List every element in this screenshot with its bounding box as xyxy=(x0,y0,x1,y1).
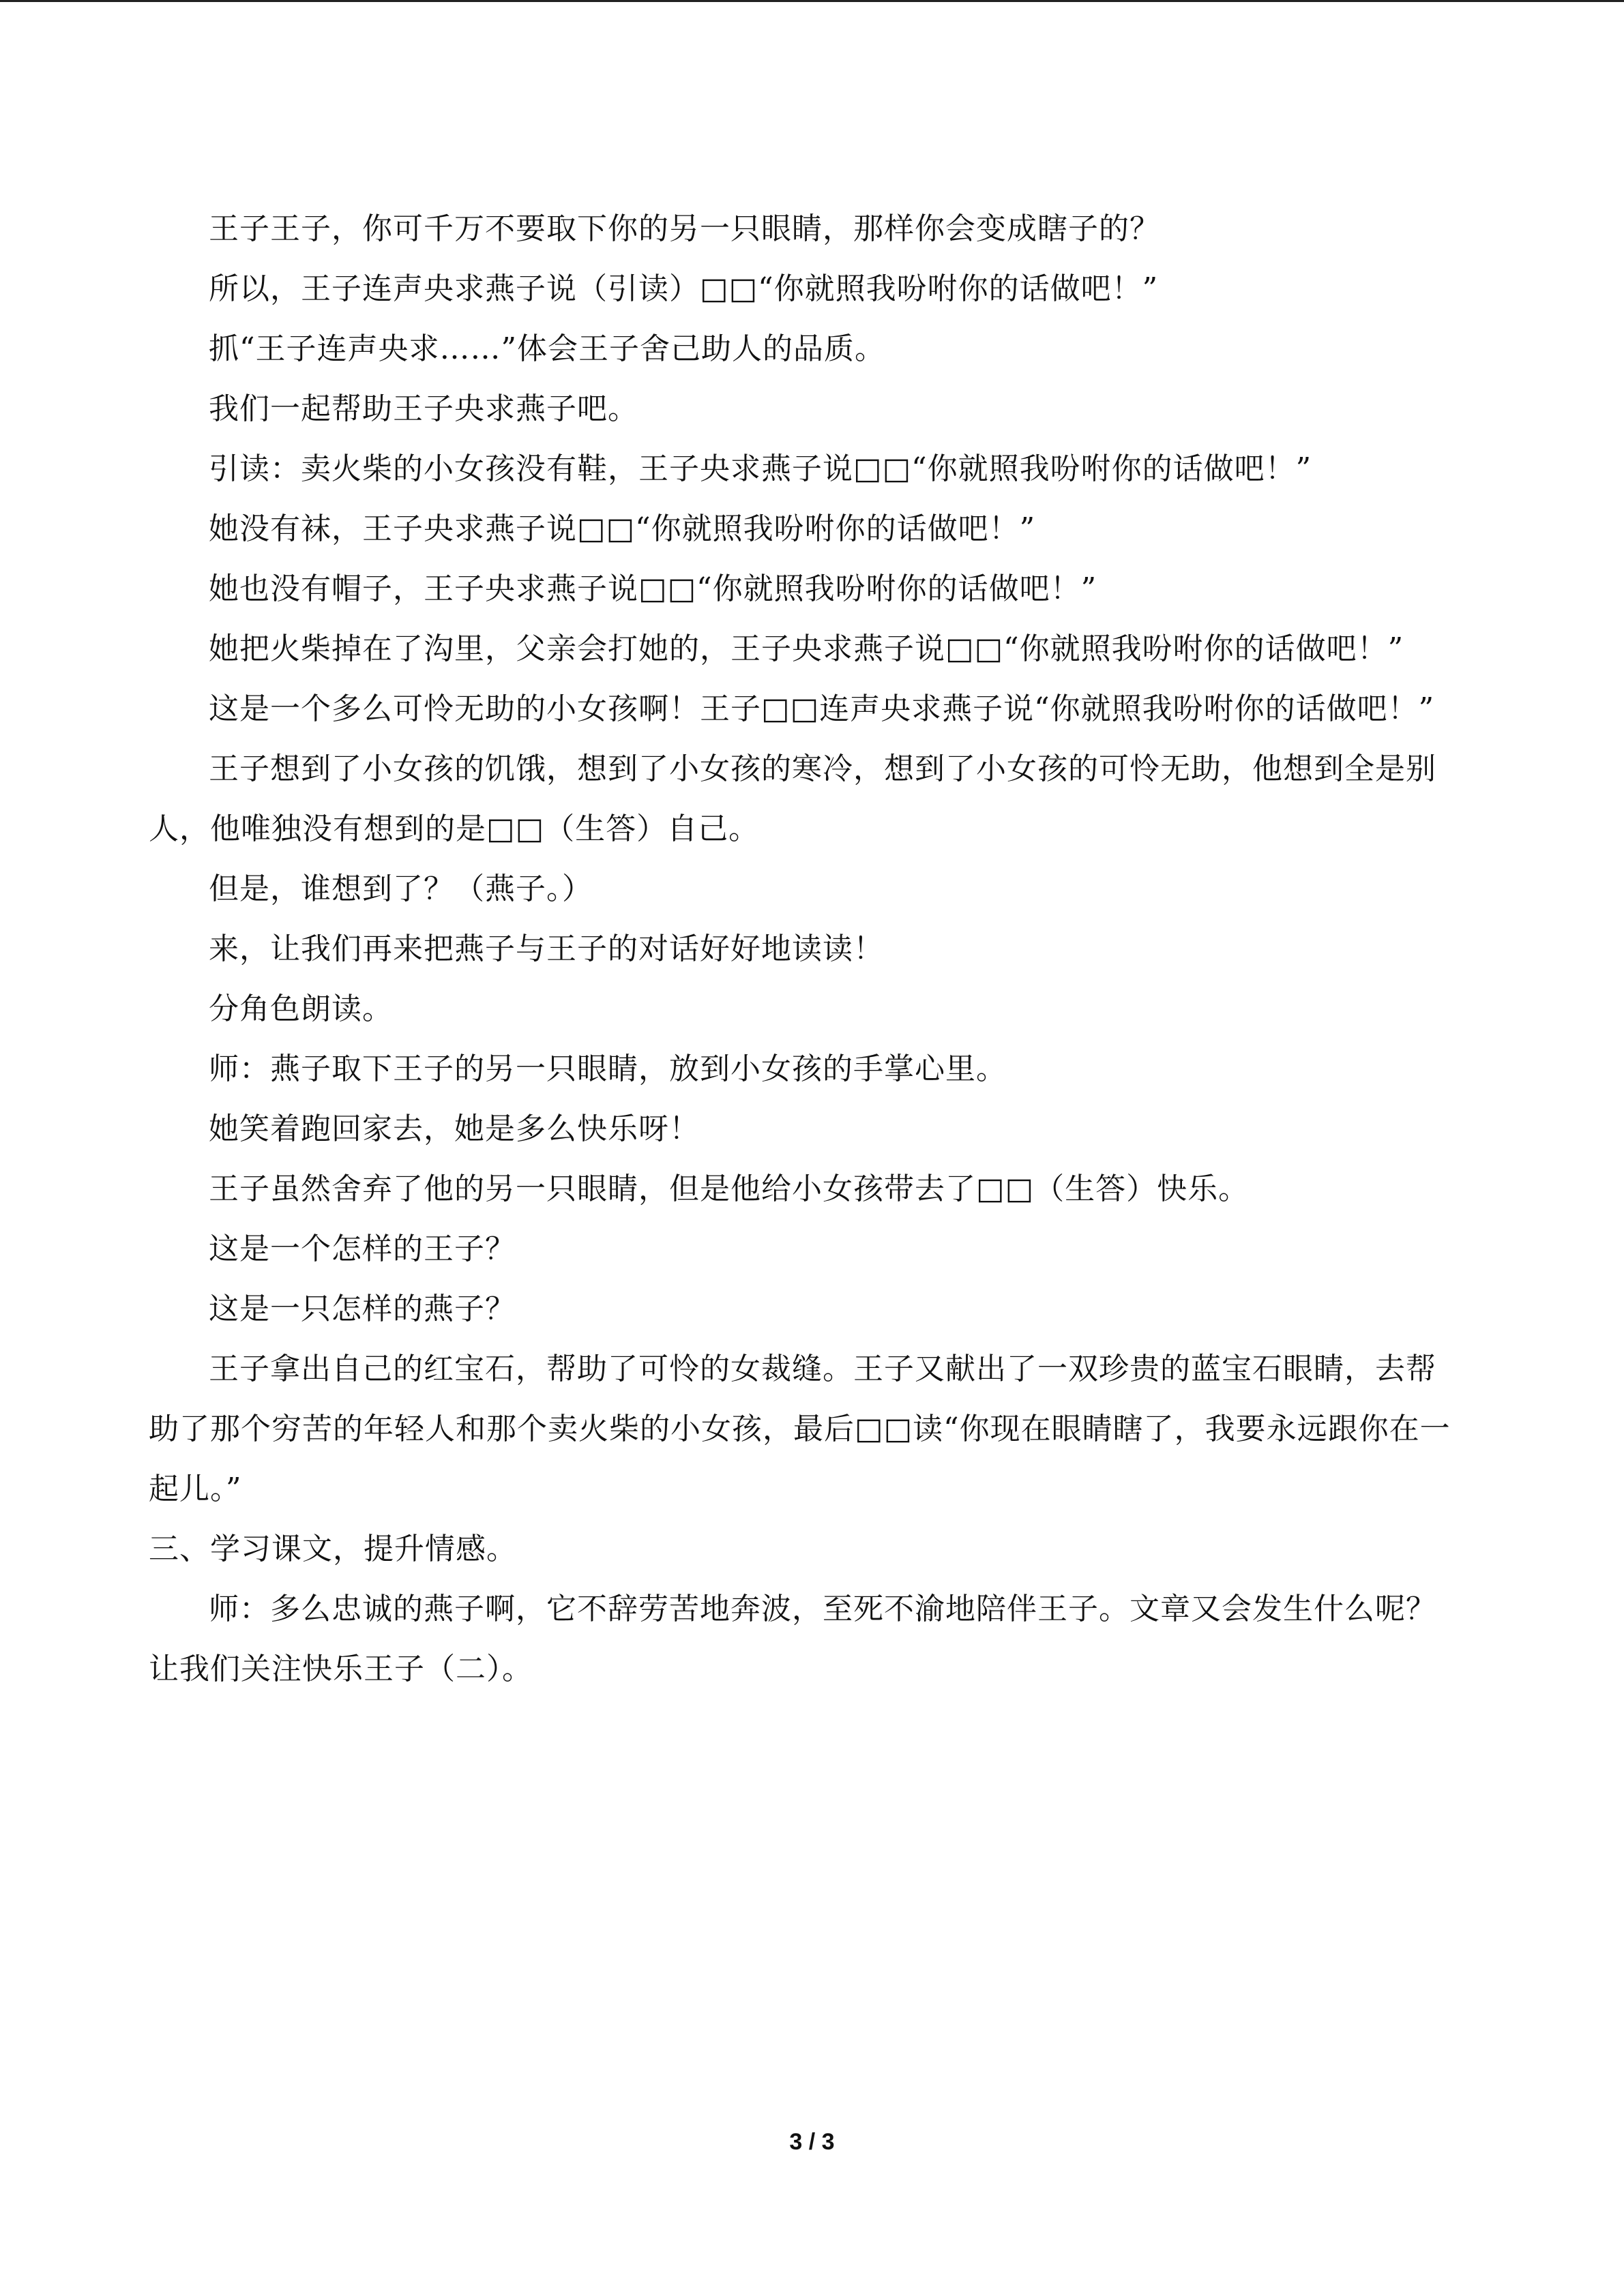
paragraph: 引读：卖火柴的小女孩没有鞋，王子央求燕子说□□“你就照我吩咐你的话做吧！” xyxy=(209,451,1312,486)
paragraph: 她把火柴掉在了沟里，父亲会打她的，王子央求燕子说□□“你就照我吩咐你的话做吧！” xyxy=(209,631,1404,666)
paragraph: 分角色朗读。 xyxy=(209,992,393,1026)
paragraph: 她没有袜，王子央求燕子说□□“你就照我吩咐你的话做吧！” xyxy=(209,511,1036,546)
paragraph: 师：多么忠诚的燕子啊，它不辞劳苦地奔波，至死不渝地陪伴王子。文章又会发生什么呢？让我们关注快乐王子（二）。 xyxy=(149,1592,1436,1686)
paragraph: 这是一个怎样的王子？ xyxy=(209,1232,516,1266)
paragraph: 这是一只怎样的燕子？ xyxy=(209,1292,516,1326)
paragraph: 来，让我们再来把燕子与王子的对话好好地读读！ xyxy=(209,931,884,966)
paragraph: 师：燕子取下王子的另一只眼睛，放到小女孩的手掌心里。 xyxy=(209,1052,1007,1086)
page-number: 3 / 3 xyxy=(789,2129,835,2155)
paragraph: 王子拿出自己的红宝石，帮助了可怜的女裁缝。王子又献出了一双珍贵的蓝宝石眼睛，去帮助了那个穷苦的年轻人和那个卖火柴的小女孩，最后□□读“你现在眼睛瞎了，我要永远跟你在一起儿。” xyxy=(149,1352,1451,1506)
paragraph: 这是一个多么可怜无助的小女孩啊！王子□□连声央求燕子说“你就照我吩咐你的话做吧！” xyxy=(209,691,1435,726)
paragraph: 她笑着跑回家去，她是多么快乐呀！ xyxy=(209,1112,700,1146)
paragraph: 王子虽然舍弃了他的另一只眼睛，但是他给小女孩带去了□□（生答）快乐。 xyxy=(209,1172,1250,1206)
document-body xyxy=(149,199,1466,1699)
paragraph: 王子想到了小女孩的饥饿，想到了小女孩的寒冷，想到了小女孩的可怜无助，他想到全是别人，他唯独没有想到的是□□（生答）自己。 xyxy=(149,751,1436,846)
paragraph: 所以，王子连声央求燕子说（引读）□□“你就照我吩咐你的话做吧！” xyxy=(209,271,1159,306)
paragraph: 抓“王子连声央求……”体会王子舍己助人的品质。 xyxy=(209,331,885,366)
paragraph: 但是，谁想到了？（燕子。） xyxy=(209,871,593,906)
paragraph: 我们一起帮助王子央求燕子吧。 xyxy=(209,391,638,426)
top-border-line xyxy=(0,0,1624,2)
paragraph: 她也没有帽子，王子央求燕子说□□“你就照我吩咐你的话做吧！” xyxy=(209,571,1097,606)
paragraph: 王子王子，你可千万不要取下你的另一只眼睛，那样你会变成瞎子的？ xyxy=(209,211,1160,246)
section-heading: 三、学习课文，提升情感。 xyxy=(149,1532,517,1566)
